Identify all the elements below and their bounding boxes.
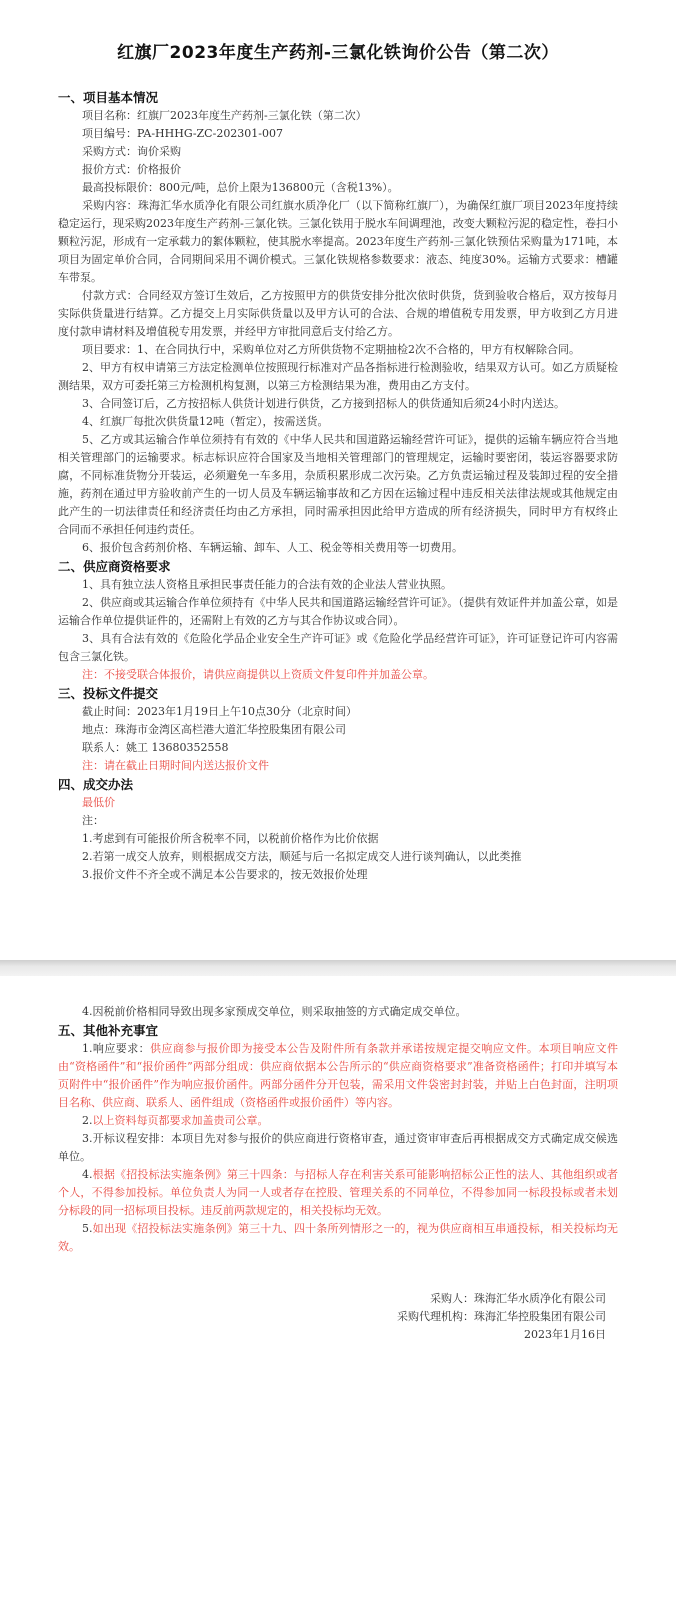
supplement-item-2-text: 以上资料每页都要求加盖贵司公章。 (92, 1114, 269, 1127)
page-2-content (58, 1003, 618, 1256)
supplement-item-4-label: 4. (82, 1168, 93, 1181)
award-note-4: 4.因税前价格相同导致出现多家预成交单位，则采取抽签的方式确定成交单位。 (82, 1005, 467, 1018)
procurement-method: 采购方式：询价采购 (82, 145, 181, 158)
page-title: 红旗厂2023年度生产药剂-三氯化铁询价公告（第二次） (117, 43, 559, 63)
signature-block (306, 1290, 606, 1344)
qualification-3: 3、具有合法有效的《危险化学品企业安全生产许可证》或《危险化学品经营许可证》，许可证登记许可内容需包含三氯化铁。 (58, 632, 618, 663)
quote-method: 报价方式：价格报价 (82, 163, 181, 176)
page-1-content (58, 88, 618, 884)
qualification-note: 注：不接受联合体报价，请供应商提供以上资质文件复印件并加盖公章。 (82, 668, 434, 681)
supplement-item-4 (58, 1166, 618, 1220)
price-limit: 最高投标限价：800元/吨，总价上限为136800元（含税13%）。 (82, 181, 399, 194)
award-note-2: 2.若第一成交人放弃，则根据成交方法，顺延与后一名拟定成交人进行谈判确认，以此类推 (82, 850, 522, 863)
project-requirement-4: 4、红旗厂每批次供货量12吨（暂定），按需送货。 (82, 415, 329, 428)
section-5-heading: 五、其他补充事宜 (58, 1023, 159, 1038)
submission-contact: 联系人：姚工 13680352558 (82, 741, 229, 754)
project-requirement-6: 6、报价包含药剂价格、车辆运输、卸车、人工、税金等相关费用等一切费用。 (82, 541, 463, 554)
section-4-heading: 四、成交办法 (58, 777, 134, 792)
project-name: 项目名称：红旗厂2023年度生产药剂-三氯化铁（第二次） (82, 109, 367, 122)
project-requirement-1: 项目要求：1、在合同执行中，采购单位对乙方所供货物不定期抽检2次不合格的，甲方有权解除合同。 (82, 343, 580, 356)
notice-date: 2023年1月16日 (524, 1328, 606, 1341)
section-3-heading: 三、投标文件提交 (58, 686, 159, 701)
project-requirement-5: 5、乙方或其运输合作单位须持有有效的《中华人民共和国道路运输经营许可证》，提供的运输车辆应符合当地相关管理部门的运输要求。标志标识应符合国家及当地相关管理部门的管理规定，运输时要密闭，装运容器要求防腐，不同标准货物分开装运，必须避免一车多用，杂质积累形成二次污染。乙方负责运输过程及装卸过程的安全措施，药剂在通过甲方验收前产生的一切人员及车辆运输事故和乙方因在运输过程中违反相关法律法规或其他规定由此产生的一切法律责任和经济责任均由乙方承担，同时需承担因此给甲方造成的所有经济损失，同时甲方有权终止合同而不承担任何违约责任。 (58, 433, 618, 536)
supplement-item-1-label: 1.响应要求： (82, 1042, 151, 1055)
project-requirement-2: 2、甲方有权申请第三方法定检测单位按照现行标准对产品各指标进行检测验收，结果双方认可。如乙方质疑检测结果，双方可委托第三方检测机构复测，以第三方检测结果为准，费用由乙方支付。 (58, 361, 618, 392)
qualification-1: 1、具有独立法人资格且承担民事责任能力的合法有效的企业法人营业执照。 (82, 578, 452, 591)
award-method: 最低价 (82, 796, 115, 809)
award-note-1: 1.考虑到有可能报价所含税率不同，以税前价格作为比价依据 (82, 832, 379, 845)
section-1-heading: 一、项目基本情况 (58, 90, 159, 105)
submission-note: 注：请在截止日期时间内送达报价文件 (82, 759, 269, 772)
award-note-label: 注： (82, 814, 104, 827)
buyer-name: 采购人：珠海汇华水质净化有限公司 (430, 1292, 606, 1305)
award-note-3: 3.报价文件不齐全或不满足本公告要求的，按无效报价处理 (82, 868, 368, 881)
supplement-item-5 (58, 1220, 618, 1256)
supplement-item-3: 3.开标议程安排：本项目先对参与报价的供应商进行资格审查，通过资审审查后再根据成交方式确定成交候选单位。 (58, 1132, 618, 1163)
submission-deadline: 截止时间：2023年1月19日上午10点30分（北京时间） (82, 705, 357, 718)
supplement-item-4-text: 根据《招投标法实施条例》第三十四条：与招标人存在利害关系可能影响招标公正性的法人、其他组织或者个人，不得参加投标。单位负责人为同一人或者存在控股、管理关系的不同单位，不得参加同一标段投标或者未划分标段的同一招标项目投标。违反前两款规定的，相关投标均无效。 (58, 1168, 618, 1217)
qualification-2: 2、供应商或其运输合作单位须持有《中华人民共和国道路运输经营许可证》。（提供有效证件并加盖公章，如是运输合作单位提供证件的，还需附上有效的乙方与其合作协议或合同）。 (58, 596, 618, 627)
supplement-item-5-text: 如出现《招投标法实施条例》第三十九、四十条所列情形之一的，视为供应商相互串通投标，相关投标均无效。 (58, 1222, 618, 1253)
procurement-content: 采购内容：珠海汇华水质净化有限公司红旗水质净化厂（以下简称红旗厂），为确保红旗厂项目2023年度持续稳定运行，现采购2023年度生产药剂-三氯化铁。三氯化铁用于脱水车间调理池，改变大颗粒污泥的稳定性，卷扫小颗粒污泥，形成有一定承载力的絮体颗粒，使其脱水率提高。2023年度生产药剂-三氯化铁预估采购量为171吨，本项目为固定单价合同，合同期间采用不调价模式。三氯化铁规格参数要求：液态、纯度30%。运输方式要求：槽罐车带泵。 (58, 199, 618, 284)
submission-place: 地点：珠海市金湾区高栏港大道汇华控股集团有限公司 (82, 723, 346, 736)
project-requirement-3: 3、合同签订后，乙方按招标人供货计划进行供货，乙方接到招标人的供货通知后须24小时内送达。 (82, 397, 565, 410)
supplement-item-1-text: 供应商参与报价即为接受本公告及附件所有条款并承诺按规定提交响应文件。本项目响应文件由“资格函件”和“报价函件”两部分组成：供应商依据本公告所示的“供应商资格要求”准备资格函件；打印并填写本页附件中“报价函件”作为响应报价函件。两部分函件分开包装，需采用文件袋密封封装，并贴上白色封面，注明项目名称、供应商、联系人、函件组成（资格函件或报价函件）等内容。 (58, 1042, 619, 1109)
supplement-item-5-label: 5. (82, 1222, 93, 1235)
project-code: 项目编号：PA-HHHG-ZC-202301-007 (82, 127, 284, 140)
section-2-heading: 二、供应商资格要求 (58, 559, 171, 574)
supplement-item-2-label: 2. (82, 1114, 93, 1127)
supplement-item-2 (58, 1112, 618, 1130)
supplement-item-1 (58, 1040, 618, 1112)
payment-terms: 付款方式：合同经双方签订生效后，乙方按照甲方的供货安排分批次依时供货，货到验收合格后，双方按每月实际供货量进行结算。乙方提交上月实际供货量以及甲方认可的合法、合规的增值税专用发票，甲方收到乙方月进度付款申请材料及增值税专用发票，并经甲方审批同意后支付给乙方。 (58, 289, 618, 338)
page-separator (0, 960, 676, 976)
agent-name: 采购代理机构：珠海汇华控股集团有限公司 (397, 1310, 606, 1323)
